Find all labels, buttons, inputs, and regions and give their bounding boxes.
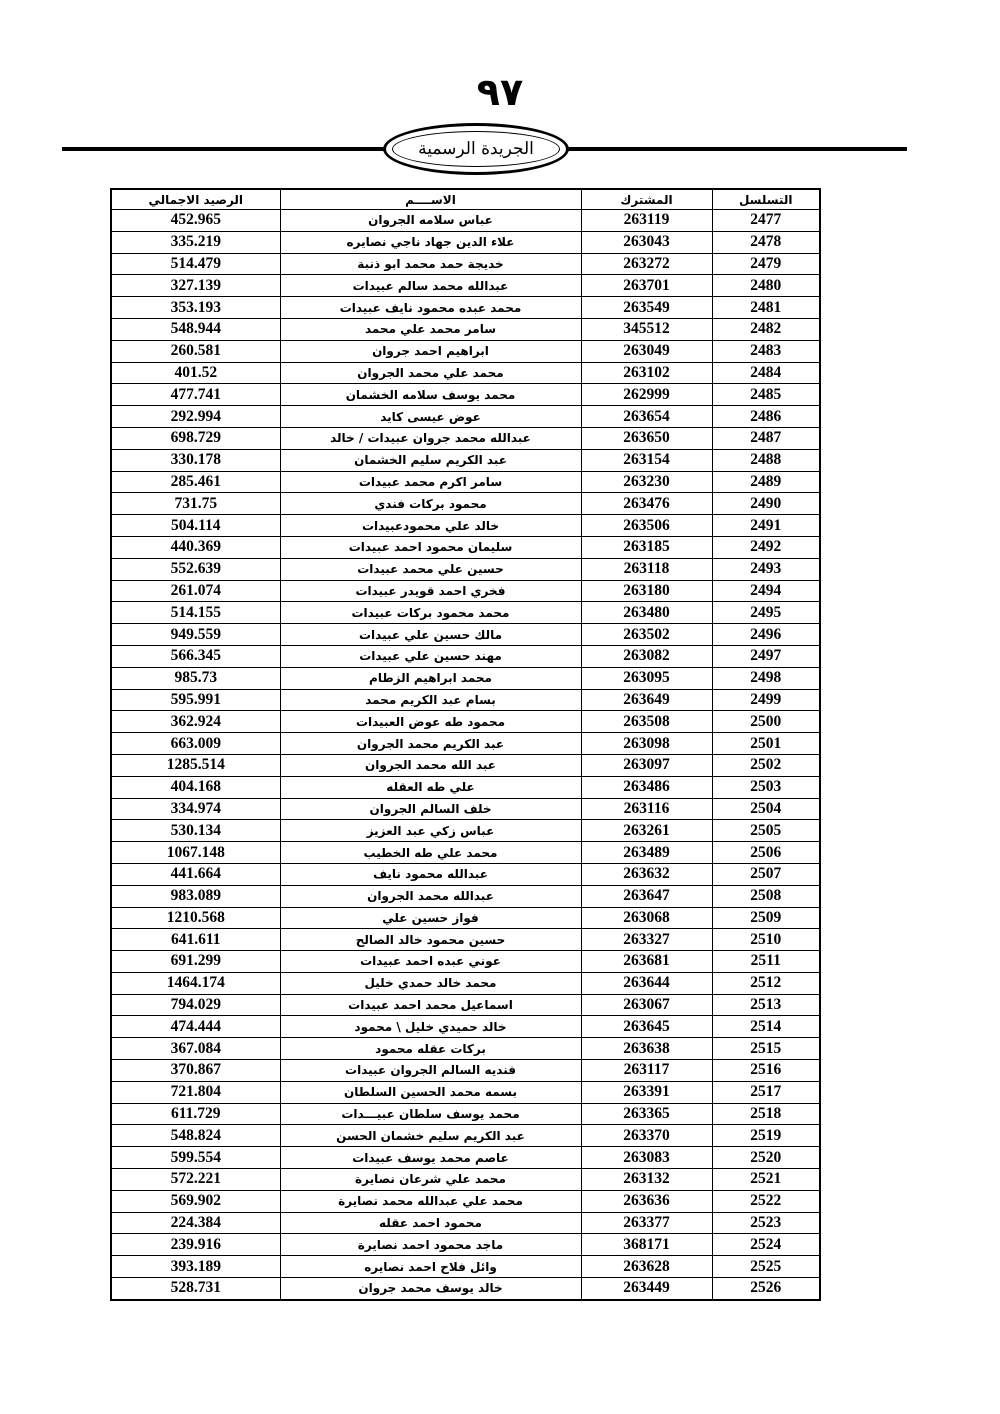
cell-name: علاء الدين جهاد ناجي نصايره xyxy=(280,231,581,253)
table-row xyxy=(111,1256,820,1278)
cell-name: محمد علي عبدالله محمد نصايرة xyxy=(280,1190,581,1212)
cell-name: فواز حسين علي xyxy=(280,907,581,929)
cell-serial: 2525 xyxy=(712,1256,820,1278)
table-row xyxy=(111,449,820,471)
table-row xyxy=(111,406,820,428)
cell-name: بسمه محمد الحسين السلطان xyxy=(280,1081,581,1103)
cell-serial: 2497 xyxy=(712,645,820,667)
table-row xyxy=(111,689,820,711)
cell-serial: 2509 xyxy=(712,907,820,929)
cell-total-balance: 285.461 xyxy=(111,471,280,493)
column-header-total-balance: الرصيد الاجمالي xyxy=(111,189,280,210)
cell-name: سامر اكرم محمد عبيدات xyxy=(280,471,581,493)
cell-name: محمد محمود بركات عبيدات xyxy=(280,602,581,624)
cell-total-balance: 362.924 xyxy=(111,711,280,733)
page-number: ٩٧ xyxy=(476,70,524,114)
table-row xyxy=(111,1169,820,1191)
table-row xyxy=(111,645,820,667)
cell-serial: 2495 xyxy=(712,602,820,624)
table-row xyxy=(111,929,820,951)
cell-serial: 2519 xyxy=(712,1125,820,1147)
cell-name: ماجد محمود احمد نصايرة xyxy=(280,1234,581,1256)
cell-total-balance: 440.369 xyxy=(111,536,280,558)
cell-total-balance: 528.731 xyxy=(111,1278,280,1300)
table-row xyxy=(111,1234,820,1256)
cell-serial: 2507 xyxy=(712,863,820,885)
cell-subscriber: 263489 xyxy=(581,842,712,864)
table-row xyxy=(111,1147,820,1169)
cell-serial: 2501 xyxy=(712,733,820,755)
cell-name: فنديه السالم الجروان عبيدات xyxy=(280,1060,581,1082)
cell-subscriber: 263049 xyxy=(581,340,712,362)
cell-serial: 2513 xyxy=(712,994,820,1016)
cell-name: عبدالله محمود نايف xyxy=(280,863,581,885)
table-row xyxy=(111,427,820,449)
table-row xyxy=(111,471,820,493)
table-row xyxy=(111,776,820,798)
cell-name: بسام عبد الكريم محمد xyxy=(280,689,581,711)
cell-serial: 2512 xyxy=(712,972,820,994)
cell-serial: 2517 xyxy=(712,1081,820,1103)
cell-serial: 2483 xyxy=(712,340,820,362)
cell-total-balance: 327.139 xyxy=(111,275,280,297)
cell-name: حسين محمود خالد الصالح xyxy=(280,929,581,951)
cell-serial: 2477 xyxy=(712,210,820,232)
cell-name: خالد حميدي خليل \ محمود xyxy=(280,1016,581,1038)
cell-total-balance: 334.974 xyxy=(111,798,280,820)
table-row xyxy=(111,1103,820,1125)
cell-subscriber: 263083 xyxy=(581,1147,712,1169)
cell-subscriber: 263098 xyxy=(581,733,712,755)
table-row xyxy=(111,972,820,994)
cell-name: محمد علي شرعان نصايرة xyxy=(280,1169,581,1191)
cell-subscriber: 263272 xyxy=(581,253,712,275)
column-header-name: الاســــم xyxy=(280,189,581,210)
cell-serial: 2500 xyxy=(712,711,820,733)
cell-subscriber: 263476 xyxy=(581,493,712,515)
cell-name: عوني عبده احمد عبيدات xyxy=(280,951,581,973)
cell-name: عبد الكريم سليم الخشمان xyxy=(280,449,581,471)
table-row xyxy=(111,536,820,558)
table-row xyxy=(111,1038,820,1060)
cell-subscriber: 368171 xyxy=(581,1234,712,1256)
cell-subscriber: 263377 xyxy=(581,1212,712,1234)
cell-serial: 2498 xyxy=(712,667,820,689)
cell-serial: 2481 xyxy=(712,297,820,319)
table-row xyxy=(111,907,820,929)
cell-name: خلف السالم الجروان xyxy=(280,798,581,820)
cell-serial: 2508 xyxy=(712,885,820,907)
cell-subscriber: 263391 xyxy=(581,1081,712,1103)
cell-serial: 2493 xyxy=(712,558,820,580)
cell-total-balance: 504.114 xyxy=(111,515,280,537)
table-row xyxy=(111,1125,820,1147)
cell-name: اسماعيل محمد احمد عبيدات xyxy=(280,994,581,1016)
cell-subscriber: 263230 xyxy=(581,471,712,493)
cell-total-balance: 239.916 xyxy=(111,1234,280,1256)
cell-name: عبد الكريم سليم خشمان الحسن xyxy=(280,1125,581,1147)
cell-total-balance: 572.221 xyxy=(111,1169,280,1191)
cell-subscriber: 263095 xyxy=(581,667,712,689)
cell-total-balance: 611.729 xyxy=(111,1103,280,1125)
subscriber-balance-table xyxy=(110,188,821,1301)
publication-title: الجريدة الرسمية xyxy=(418,139,534,159)
cell-subscriber: 263102 xyxy=(581,362,712,384)
cell-name: سليمان محمود احمد عبيدات xyxy=(280,536,581,558)
cell-total-balance: 663.009 xyxy=(111,733,280,755)
cell-total-balance: 477.741 xyxy=(111,384,280,406)
table-row xyxy=(111,1016,820,1038)
cell-serial: 2506 xyxy=(712,842,820,864)
cell-subscriber: 263636 xyxy=(581,1190,712,1212)
table-row xyxy=(111,210,820,232)
cell-serial: 2499 xyxy=(712,689,820,711)
table-row xyxy=(111,275,820,297)
table-row xyxy=(111,624,820,646)
cell-total-balance: 569.902 xyxy=(111,1190,280,1212)
table-row xyxy=(111,1081,820,1103)
cell-subscriber: 263097 xyxy=(581,754,712,776)
cell-total-balance: 1067.148 xyxy=(111,842,280,864)
cell-name: عبد الله محمد الجروان xyxy=(280,754,581,776)
cell-total-balance: 292.994 xyxy=(111,406,280,428)
cell-total-balance: 949.559 xyxy=(111,624,280,646)
cell-name: مالك حسين علي عبيدات xyxy=(280,624,581,646)
cell-serial: 2488 xyxy=(712,449,820,471)
table-row xyxy=(111,558,820,580)
cell-serial: 2482 xyxy=(712,318,820,340)
cell-name: محمود احمد عقله xyxy=(280,1212,581,1234)
cell-total-balance: 367.084 xyxy=(111,1038,280,1060)
cell-serial: 2524 xyxy=(712,1234,820,1256)
cell-total-balance: 983.089 xyxy=(111,885,280,907)
cell-subscriber: 263701 xyxy=(581,275,712,297)
table-row xyxy=(111,1060,820,1082)
cell-subscriber: 263644 xyxy=(581,972,712,994)
cell-total-balance: 260.581 xyxy=(111,340,280,362)
cell-name: حسين علي محمد عبيدات xyxy=(280,558,581,580)
cell-subscriber: 263068 xyxy=(581,907,712,929)
cell-name: خديجة حمد محمد ابو ذنبة xyxy=(280,253,581,275)
table-row xyxy=(111,1212,820,1234)
cell-total-balance: 224.384 xyxy=(111,1212,280,1234)
cell-total-balance: 1285.514 xyxy=(111,754,280,776)
cell-subscriber: 263486 xyxy=(581,776,712,798)
cell-serial: 2516 xyxy=(712,1060,820,1082)
cell-subscriber: 263638 xyxy=(581,1038,712,1060)
cell-subscriber: 263645 xyxy=(581,1016,712,1038)
cell-serial: 2511 xyxy=(712,951,820,973)
cell-subscriber: 263082 xyxy=(581,645,712,667)
table-row xyxy=(111,231,820,253)
cell-total-balance: 566.345 xyxy=(111,645,280,667)
cell-total-balance: 548.824 xyxy=(111,1125,280,1147)
cell-serial: 2504 xyxy=(712,798,820,820)
table-row xyxy=(111,820,820,842)
cell-subscriber: 263118 xyxy=(581,558,712,580)
cell-serial: 2520 xyxy=(712,1147,820,1169)
table-row xyxy=(111,602,820,624)
table-row xyxy=(111,754,820,776)
cell-name: علي طه العقله xyxy=(280,776,581,798)
cell-subscriber: 263506 xyxy=(581,515,712,537)
table-row xyxy=(111,951,820,973)
cell-total-balance: 1464.174 xyxy=(111,972,280,994)
cell-name: عبدالله محمد الجروان xyxy=(280,885,581,907)
table-row xyxy=(111,253,820,275)
cell-total-balance: 985.73 xyxy=(111,667,280,689)
cell-name: عوض عيسى كايد xyxy=(280,406,581,428)
cell-total-balance: 721.804 xyxy=(111,1081,280,1103)
cell-name: فخري احمد قويدر عبيدات xyxy=(280,580,581,602)
cell-total-balance: 401.52 xyxy=(111,362,280,384)
table-row xyxy=(111,667,820,689)
cell-serial: 2487 xyxy=(712,427,820,449)
cell-name: عبد الكريم محمد الجروان xyxy=(280,733,581,755)
cell-total-balance: 698.729 xyxy=(111,427,280,449)
cell-name: عاصم محمد يوسف عبيدات xyxy=(280,1147,581,1169)
cell-name: عباس زكي عبد العزيز xyxy=(280,820,581,842)
cell-subscriber: 263370 xyxy=(581,1125,712,1147)
cell-subscriber: 345512 xyxy=(581,318,712,340)
table-row xyxy=(111,297,820,319)
table-row xyxy=(111,580,820,602)
table-row xyxy=(111,340,820,362)
cell-serial: 2521 xyxy=(712,1169,820,1191)
cell-name: محمد يوسف سلطان عبيـــدات xyxy=(280,1103,581,1125)
cell-serial: 2523 xyxy=(712,1212,820,1234)
cell-subscriber: 263632 xyxy=(581,863,712,885)
cell-subscriber: 263043 xyxy=(581,231,712,253)
cell-name: سامر محمد علي محمد xyxy=(280,318,581,340)
cell-subscriber: 263119 xyxy=(581,210,712,232)
cell-subscriber: 263549 xyxy=(581,297,712,319)
table-row xyxy=(111,863,820,885)
cell-name: محمود طه عوض العبيدات xyxy=(280,711,581,733)
table-body xyxy=(111,210,820,1300)
cell-subscriber: 263647 xyxy=(581,885,712,907)
column-header-serial: التسلسل xyxy=(712,189,820,210)
cell-name: عبدالله محمد جروان عبيدات / خالد xyxy=(280,427,581,449)
cell-serial: 2503 xyxy=(712,776,820,798)
cell-serial: 2492 xyxy=(712,536,820,558)
table-row xyxy=(111,733,820,755)
cell-subscriber: 263365 xyxy=(581,1103,712,1125)
column-header-subscriber: المشترك xyxy=(581,189,712,210)
cell-subscriber: 263327 xyxy=(581,929,712,951)
cell-name: خالد يوسف محمد جروان xyxy=(280,1278,581,1300)
cell-total-balance: 552.639 xyxy=(111,558,280,580)
cell-name: وائل فلاح احمد نصايره xyxy=(280,1256,581,1278)
cell-subscriber: 263650 xyxy=(581,427,712,449)
table-row xyxy=(111,1190,820,1212)
cell-total-balance: 261.074 xyxy=(111,580,280,602)
cell-total-balance: 335.219 xyxy=(111,231,280,253)
cell-subscriber: 263502 xyxy=(581,624,712,646)
cell-total-balance: 595.991 xyxy=(111,689,280,711)
cell-total-balance: 514.155 xyxy=(111,602,280,624)
cell-name: بركات عقله محمود xyxy=(280,1038,581,1060)
cell-name: محمد يوسف سلامه الخشمان xyxy=(280,384,581,406)
cell-serial: 2485 xyxy=(712,384,820,406)
cell-subscriber: 263185 xyxy=(581,536,712,558)
cell-name: محمد عبده محمود نايف عبيدات xyxy=(280,297,581,319)
cell-serial: 2502 xyxy=(712,754,820,776)
cell-subscriber: 263480 xyxy=(581,602,712,624)
cell-total-balance: 404.168 xyxy=(111,776,280,798)
cell-serial: 2484 xyxy=(712,362,820,384)
cell-subscriber: 263681 xyxy=(581,951,712,973)
table-row xyxy=(111,318,820,340)
table-row xyxy=(111,994,820,1016)
cell-total-balance: 548.944 xyxy=(111,318,280,340)
cell-name: خالد علي محمودعبيدات xyxy=(280,515,581,537)
cell-total-balance: 641.611 xyxy=(111,929,280,951)
cell-serial: 2494 xyxy=(712,580,820,602)
cell-serial: 2515 xyxy=(712,1038,820,1060)
cell-subscriber: 263654 xyxy=(581,406,712,428)
cell-subscriber: 263180 xyxy=(581,580,712,602)
table-row xyxy=(111,798,820,820)
table-row xyxy=(111,1278,820,1300)
cell-total-balance: 330.178 xyxy=(111,449,280,471)
cell-total-balance: 474.444 xyxy=(111,1016,280,1038)
cell-total-balance: 353.193 xyxy=(111,297,280,319)
cell-total-balance: 691.299 xyxy=(111,951,280,973)
cell-serial: 2522 xyxy=(712,1190,820,1212)
cell-subscriber: 263261 xyxy=(581,820,712,842)
cell-name: مهند حسين علي عبيدات xyxy=(280,645,581,667)
cell-total-balance: 393.189 xyxy=(111,1256,280,1278)
cell-subscriber: 262999 xyxy=(581,384,712,406)
table-row xyxy=(111,515,820,537)
cell-name: ابراهيم احمد جروان xyxy=(280,340,581,362)
cell-name: محمد خالد حمدي خليل xyxy=(280,972,581,994)
cell-serial: 2526 xyxy=(712,1278,820,1300)
cell-serial: 2496 xyxy=(712,624,820,646)
cell-total-balance: 370.867 xyxy=(111,1060,280,1082)
cell-total-balance: 599.554 xyxy=(111,1147,280,1169)
cell-total-balance: 514.479 xyxy=(111,253,280,275)
cell-serial: 2489 xyxy=(712,471,820,493)
cell-name: محمود بركات فندي xyxy=(280,493,581,515)
table-row xyxy=(111,384,820,406)
cell-name: محمد علي محمد الجروان xyxy=(280,362,581,384)
cell-subscriber: 263154 xyxy=(581,449,712,471)
cell-serial: 2479 xyxy=(712,253,820,275)
cell-subscriber: 263116 xyxy=(581,798,712,820)
cell-total-balance: 1210.568 xyxy=(111,907,280,929)
table-row xyxy=(111,493,820,515)
cell-name: محمد ابراهيم الزطام xyxy=(280,667,581,689)
cell-serial: 2478 xyxy=(712,231,820,253)
cell-total-balance: 452.965 xyxy=(111,210,280,232)
cell-serial: 2514 xyxy=(712,1016,820,1038)
cell-name: محمد علي طه الخطيب xyxy=(280,842,581,864)
cell-subscriber: 263117 xyxy=(581,1060,712,1082)
cell-name: عباس سلامه الجروان xyxy=(280,210,581,232)
cell-serial: 2505 xyxy=(712,820,820,842)
table-row xyxy=(111,711,820,733)
cell-subscriber: 263508 xyxy=(581,711,712,733)
cell-subscriber: 263132 xyxy=(581,1169,712,1191)
cell-subscriber: 263649 xyxy=(581,689,712,711)
cell-subscriber: 263449 xyxy=(581,1278,712,1300)
cell-total-balance: 441.664 xyxy=(111,863,280,885)
cell-subscriber: 263628 xyxy=(581,1256,712,1278)
table-row xyxy=(111,362,820,384)
cell-total-balance: 794.029 xyxy=(111,994,280,1016)
cell-total-balance: 530.134 xyxy=(111,820,280,842)
cell-serial: 2491 xyxy=(712,515,820,537)
cell-name: عبدالله محمد سالم عبيدات xyxy=(280,275,581,297)
table-header-row xyxy=(111,189,820,210)
cell-serial: 2486 xyxy=(712,406,820,428)
table-row xyxy=(111,842,820,864)
table-row xyxy=(111,885,820,907)
cell-serial: 2510 xyxy=(712,929,820,951)
cell-serial: 2490 xyxy=(712,493,820,515)
cell-serial: 2480 xyxy=(712,275,820,297)
cell-subscriber: 263067 xyxy=(581,994,712,1016)
cell-total-balance: 731.75 xyxy=(111,493,280,515)
cell-serial: 2518 xyxy=(712,1103,820,1125)
